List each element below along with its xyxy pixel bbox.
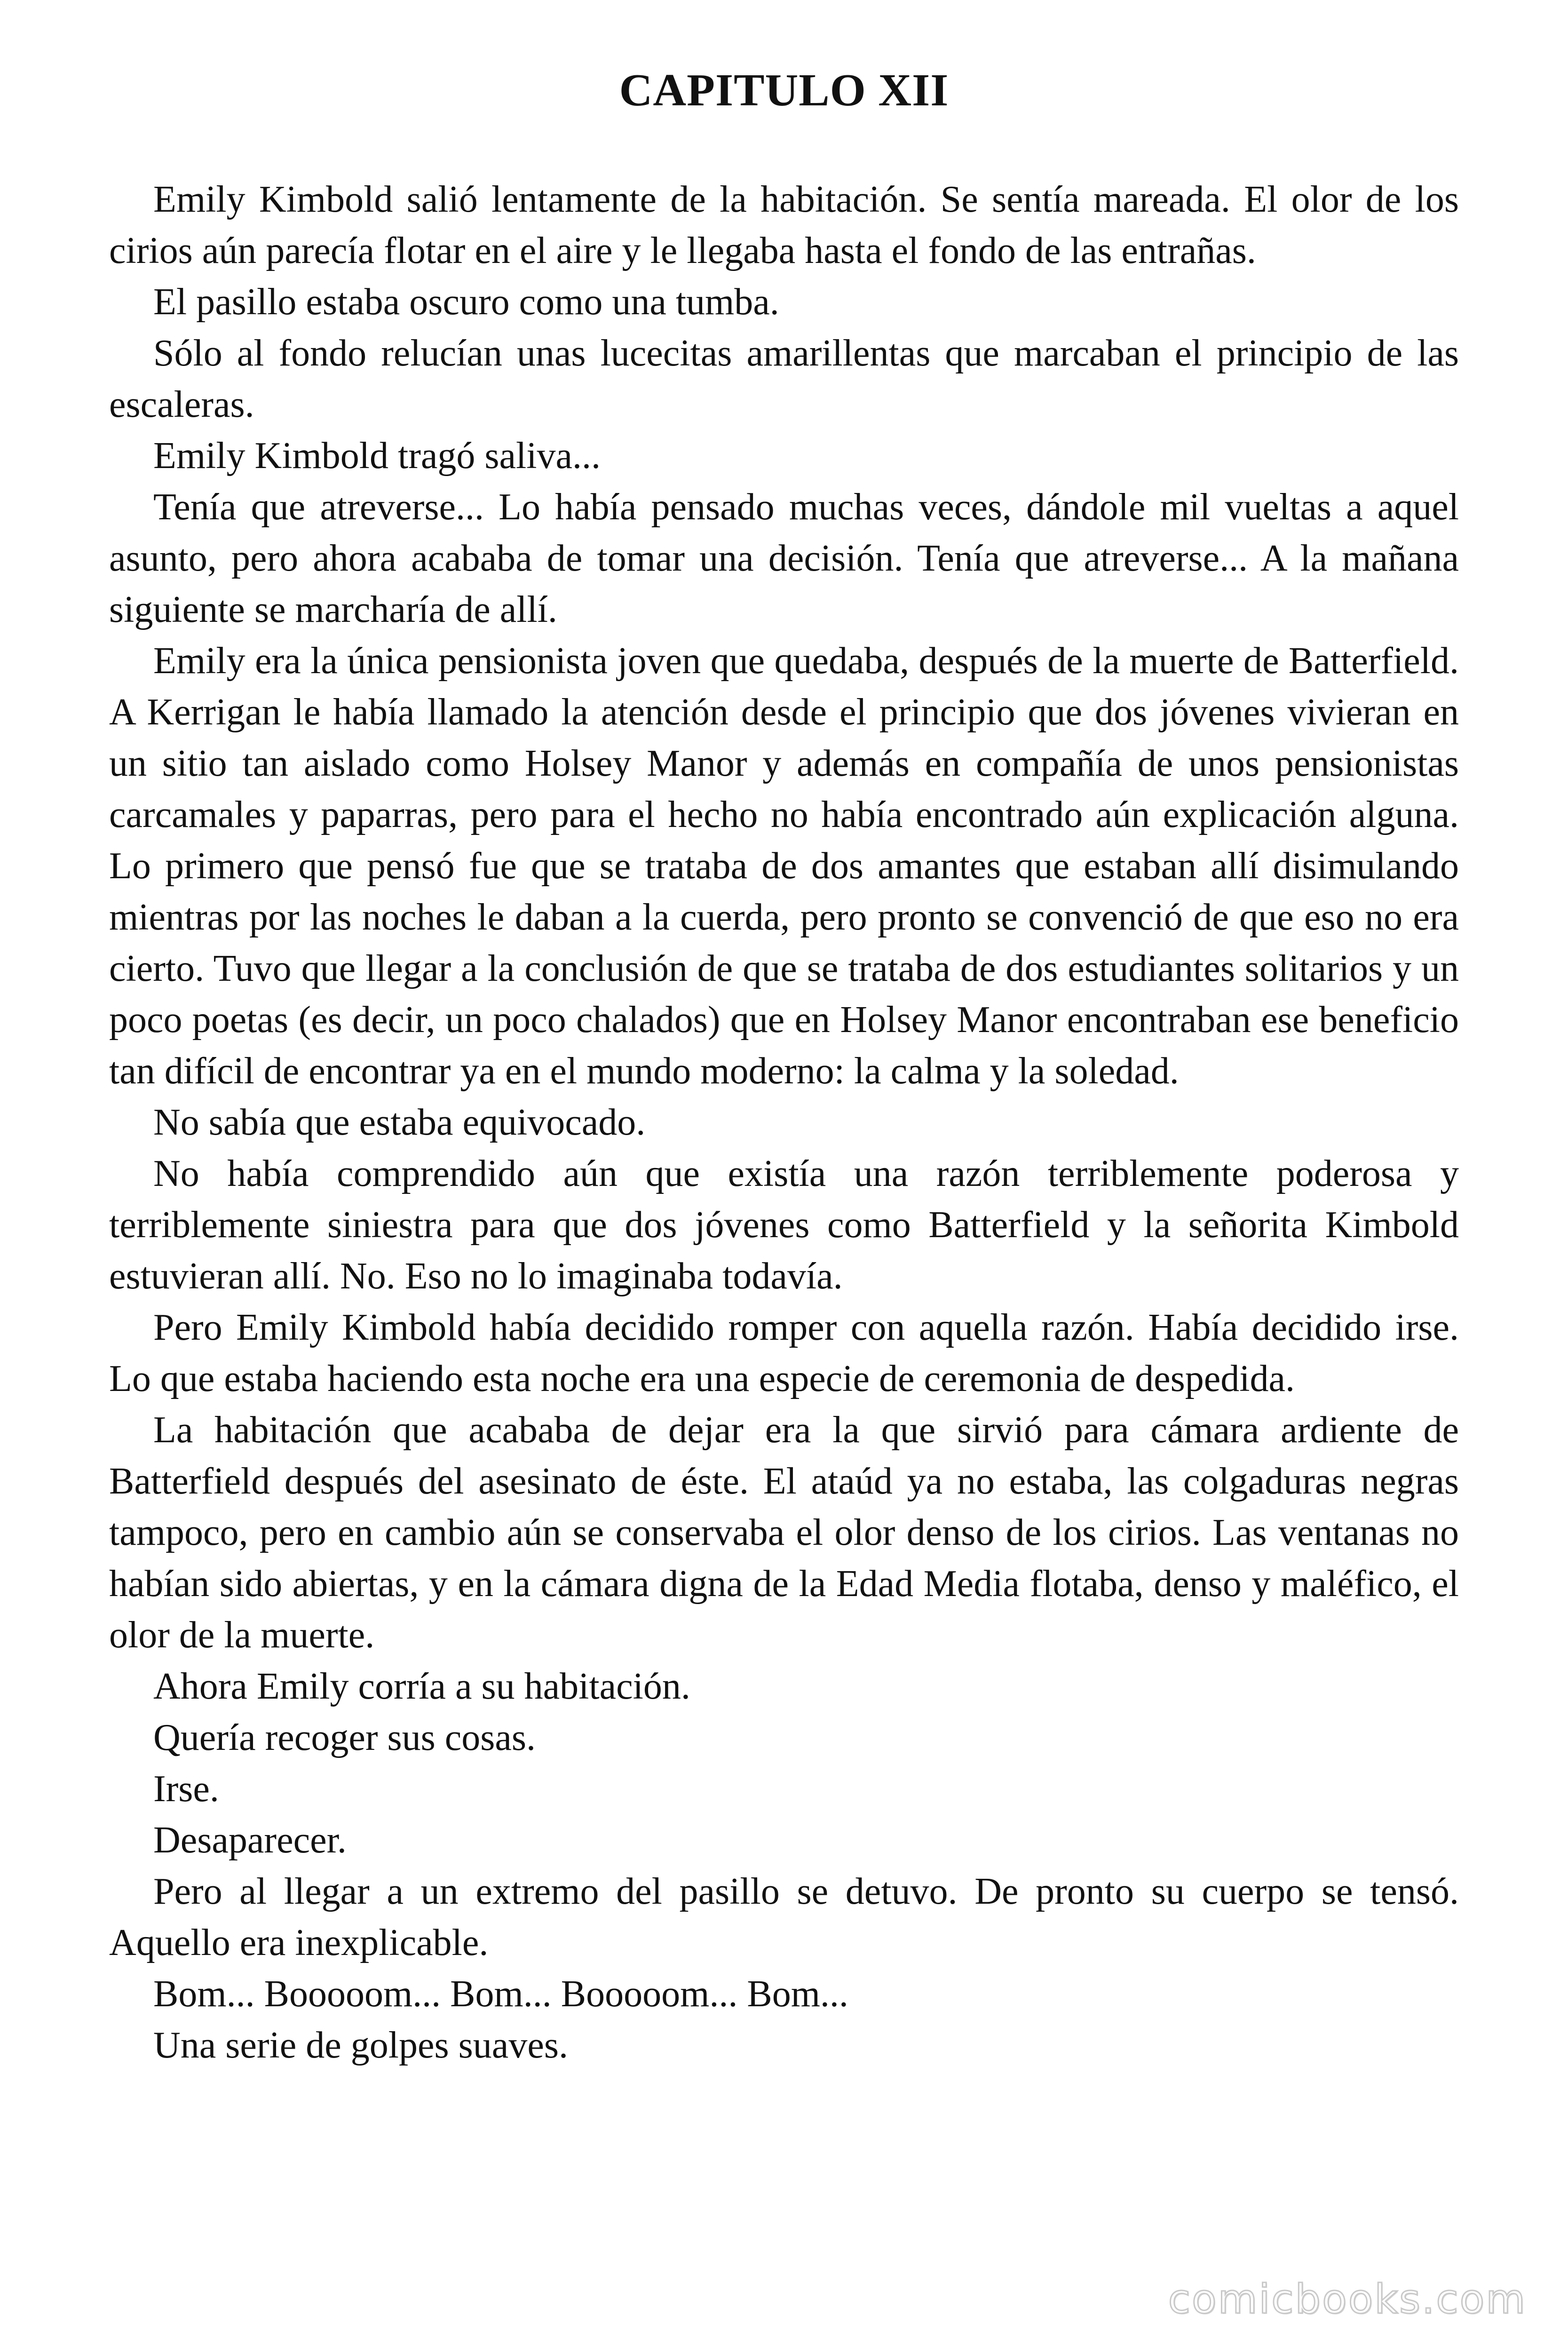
paragraph: Emily Kimbold salió lentamente de la habitación. Se sentía mareada. El olor de los cirios aún parecía flotar en el aire y le llegaba hasta el fondo de las entrañas. [109,179,1459,271]
paragraph: Emily era la única pensionista joven que quedaba, después de la muerte de Batterfield. A Kerrigan le había llamado la atención desde el principio que dos jóvenes vivieran en un sitio tan aislado como Holsey Manor y además en compañía de unos pensionistas carcamales y paparras, pero para el hecho no había encontrado aún explicación alguna. Lo primero que pensó fue que se trataba de dos amantes que estaban allí disimulando mientras por las noches le daban a la cuerda, pero pronto se convenció de que eso no era cierto. Tuvo que llegar a la conclusión de que se trataba de dos estudiantes solitarios y un poco poetas (es decir, un poco chalados) que en Holsey Manor encontraban ese beneficio tan difícil de encontrar ya en el mundo moderno: la calma y la soledad. [109,640,1459,1092]
paragraph: Pero al llegar a un extremo del pasillo se detuvo. De pronto su cuerpo se tensó. Aquello era inexplicable. [109,1871,1459,1963]
paragraph: Emily Kimbold tragó saliva... [153,435,601,477]
paragraph: No sabía que estaba equivocado. [153,1102,646,1143]
paragraph: Ahora Emily corría a su habitación. [153,1666,690,1707]
paragraph: Una serie de golpes suaves. [153,2025,568,2066]
paragraph: El pasillo estaba oscuro como una tumba. [153,281,779,323]
paragraph: Desaparecer. [153,1820,347,1861]
paragraph: Irse. [153,1768,219,1810]
paragraph: No había comprendido aún que existía una razón terriblemente poderosa y terriblemente siniestra para que dos jóvenes como Batterfield y la señorita Kimbold estuvieran allí. No. Eso no lo imaginaba todavía. [109,1153,1459,1297]
watermark: comicbooks.com [1168,2276,1527,2323]
chapter-title: CAPITULO XII [619,65,949,116]
paragraph: Pero Emily Kimbold había decidido romper con aquella razón. Había decidido irse. Lo que estaba haciendo esta noche era una especie de ceremonia de despedida. [109,1307,1459,1399]
paragraph: Tenía que atreverse... Lo había pensado muchas veces, dándole mil vueltas a aquel asunto, pero ahora acababa de tomar una decisión. Tenía que atreverse... A la mañana siguiente se marcharía de allí. [109,486,1459,630]
paragraph: La habitación que acababa de dejar era la que sirvió para cámara ardiente de Batterfield después del asesinato de éste. El ataúd ya no estaba, las colgaduras negras tampoco, pero en cambio aún se conservaba el olor denso de los cirios. Las ventanas no habían sido abiertas, y en la cámara digna de la Edad Media flotaba, denso y maléfico, el olor de la muerte. [109,1409,1459,1656]
paragraph: Quería recoger sus cosas. [153,1717,536,1758]
paragraph: Sólo al fondo relucían unas lucecitas amarillentas que marcaban el principio de las escaleras. [109,333,1459,425]
paragraph: Bom... Booooom... Bom... Booooom... Bom... [153,1973,848,2015]
body-text [109,174,1459,2071]
